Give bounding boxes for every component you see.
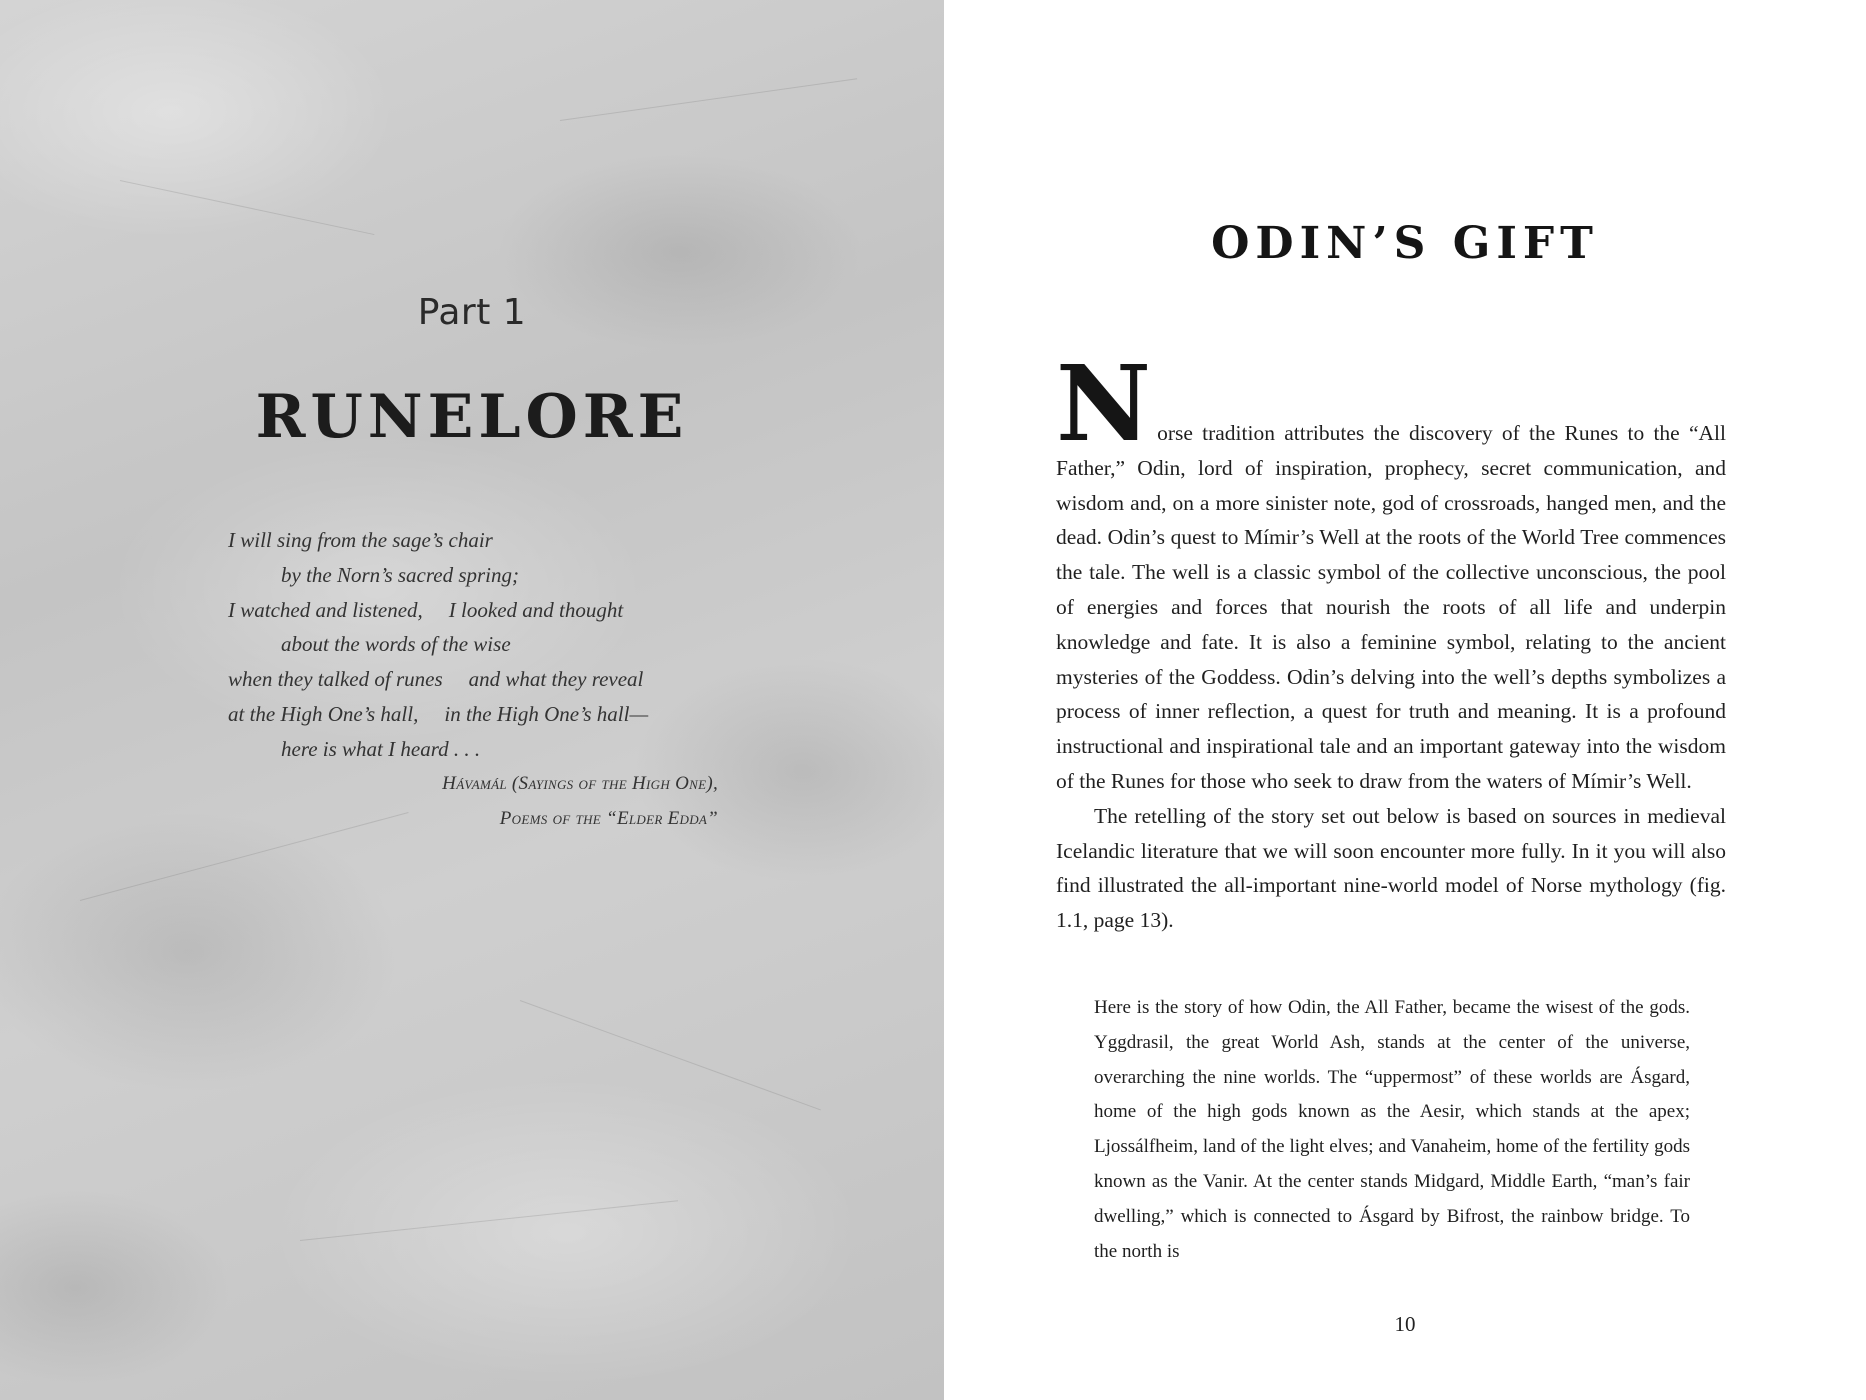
- block-quote: [1094, 991, 1690, 1269]
- paragraph: Norse tradition attributes the discovery of the Runes to the “All Father,” Odin, lord of inspiration, prophecy, secret communication, and wisdom and, on a more sinister note, god of crossroads, hanged men, and the dead. Odin’s quest to Mímir’s Well at the roots of the World Tree commences the tale. The well is a classic symbol of the collective unconscious, the pool of energies and forces that nourish the roots of all life and underpin knowledge and fate. It is also a feminine symbol, relating to the ancient mysteries of the Goddess. Odin’s delving into the well’s depths symbolizes a process of inner reflection, a quest for truth and meaning. It is a profound instructional and inspirational tale and an important gateway into the wisdom of the Runes for those who seek to draw from the waters of Mímir’s Well.: [1056, 342, 1726, 793]
- block-quote-text: Here is the story of how Odin, the All Father, became the wisest of the gods. Yggdrasil, the great World Ash, stands at the center of the universe, overarching the nine worlds. The “uppermost” of these worlds are Ásgard, home of the high gods known as the Aesir, which stands at the apex; Ljossálfheim, land of the light elves; and Vanaheim, home of the fertility gods known as the Vanir. At the center stands Midgard, Middle Earth, “man’s fair dwelling,” which is connected to Ásgard by Bifrost, the rainbow bridge. To the north is: [1094, 997, 1690, 1262]
- poem-line: I will sing from the sage’s chair: [228, 528, 493, 552]
- drop-cap: N: [1056, 342, 1152, 465]
- chapter-title: ODIN’S GIFT: [1211, 218, 1599, 269]
- stone-texture-crack: [300, 1200, 678, 1241]
- body-text: [1056, 342, 1726, 938]
- stone-texture-crack: [560, 78, 857, 121]
- source-line: Poems of the “Elder Edda”: [499, 807, 718, 829]
- poem-line: when they talked of runes and what they reveal: [228, 667, 644, 692]
- poem-line: here is what I heard . . .: [281, 736, 481, 761]
- source-line: Hávamál (Sayings of the High One),: [442, 773, 718, 794]
- epigraph-poem: [228, 523, 748, 767]
- stone-texture-crack: [120, 180, 375, 235]
- stone-texture-crack: [520, 1000, 821, 1110]
- right-page: [944, 0, 1866, 1400]
- page-number: 10: [1394, 1312, 1416, 1336]
- poem-line: about the words of the wise: [281, 632, 511, 657]
- paragraph: The retelling of the story set out below is based on sources in medieval Icelandic literature that we will soon encounter more fully. In it you will also find illustrated the all-important nine-world model of Norse mythology (fig. 1.1, page 13).: [1056, 803, 1726, 933]
- poem-line: by the Norn’s sacred spring;: [281, 562, 519, 587]
- poem-line: at the High One’s hall, in the High One’s hall—: [228, 701, 649, 726]
- part-title: RUNELORE: [255, 382, 689, 452]
- part-label: Part 1: [417, 292, 527, 333]
- poem-line: I watched and listened, I looked and thought: [228, 597, 624, 622]
- epigraph-source: [228, 767, 718, 837]
